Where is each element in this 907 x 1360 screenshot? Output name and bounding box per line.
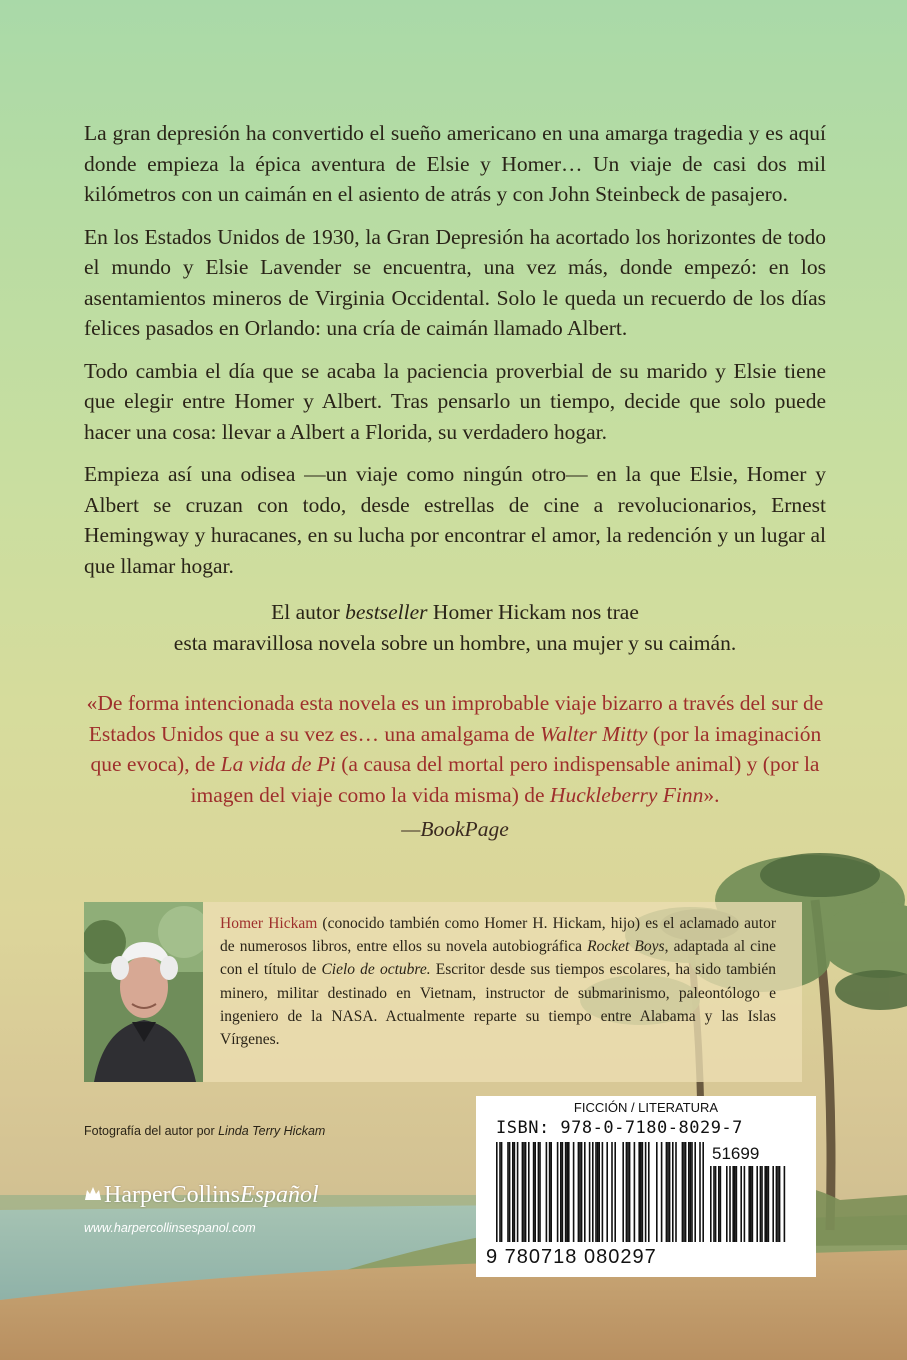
barcode-bar [598, 1142, 600, 1242]
review-quote: «De forma intencionada esta novela es un improbable viaje bizarro a través del sur de Estados Unidos que a su vez es… una amalgama de Walter Mitty (por la imaginación que evoca), de La vida de Pi (a causa del mortal pero indispensable animal) y (por la imagen del viaje como la vida misma) de Huckleberry Finn». [86, 691, 824, 807]
addon-bar [761, 1166, 763, 1242]
synopsis-paragraph-2: En los Estados Unidos de 1930, la Gran Depresión ha acortado los horizontes de todo el mundo y Elsie Lavender se encuentra, una vez más, donde empezó: en los asentamientos mineros de Virginia Occidental. Solo le queda un recuerdo de los días felices pasados en Orlando: una cría de caimán llamado Albert. [84, 224, 826, 340]
barcode-bar [597, 1142, 599, 1242]
back-cover-text [84, 118, 826, 845]
synopsis-paragraph-1: La gran depresión ha convertido el sueño americano en una amarga tragedia y es aquí donde empieza la épica aventura de Elsie y Homer… Un viaje de casi dos mil kilómetros con un caimán en el asiento de atrás y con John Steinbeck de pasajero. [84, 121, 826, 206]
barcode-bar [614, 1142, 616, 1242]
barcode-bar [611, 1142, 613, 1242]
barcode-bar [522, 1142, 524, 1242]
barcode-bar [602, 1142, 604, 1242]
barcode-bar [557, 1142, 559, 1242]
barcode-bar [672, 1142, 674, 1242]
barcode-bar [509, 1142, 511, 1242]
barcode-bar [568, 1142, 570, 1242]
addon-bar [756, 1166, 758, 1242]
barcode-bar [539, 1142, 541, 1242]
barcode-bar [699, 1142, 701, 1242]
barcode-bar [528, 1142, 530, 1242]
barcode-bar [682, 1142, 684, 1242]
photo-credit: Fotografía del autor por Linda Terry Hickam [84, 1124, 326, 1138]
isbn-barcode-block [476, 1096, 816, 1277]
addon-bar [726, 1166, 728, 1242]
barcode-bar [523, 1142, 525, 1242]
barcode-bar [514, 1142, 516, 1242]
barcode-bar [546, 1142, 548, 1242]
barcode-bar [685, 1142, 687, 1242]
synopsis-paragraph-4: Empieza así una odisea —un viaje como ningún otro— en la que Elsie, Homer y Albert se cruzan con todo, desde estrellas de cine a revolucionarios, Ernest Hemingway y huracanes, en su lucha por encontrar el amor, la redención y un lugar al que llamar hogar. [84, 462, 826, 578]
addon-bar [779, 1166, 781, 1242]
barcode-bar [595, 1142, 597, 1242]
barcode-bar [589, 1142, 591, 1242]
barcode-bar [584, 1142, 586, 1242]
author-name: Homer Hickam [220, 915, 318, 932]
addon-bar [740, 1166, 742, 1242]
barcode-bar [656, 1142, 658, 1242]
addon-bar [764, 1166, 766, 1242]
barcode-bar [606, 1142, 608, 1242]
addon-bar [784, 1166, 786, 1242]
addon-bar [776, 1166, 778, 1242]
barcode-bar [579, 1142, 581, 1242]
addon-bar [744, 1166, 746, 1242]
barcode-bar [499, 1142, 501, 1242]
ean-digits: 9 780718 080297 [486, 1246, 657, 1268]
barcode-bar [622, 1142, 624, 1242]
barcode-bar [501, 1142, 503, 1242]
barcode-bar [496, 1142, 498, 1242]
author-photo [84, 902, 203, 1082]
barcode-bar [667, 1142, 669, 1242]
barcode-bar [691, 1142, 693, 1242]
addon-bar [768, 1166, 770, 1242]
barcode-bar [645, 1142, 647, 1242]
barcode-bar [688, 1142, 690, 1242]
barcode-bar [512, 1142, 514, 1242]
barcode-bars [496, 1142, 796, 1248]
barcode-bar [642, 1142, 644, 1242]
barcode-bar [683, 1142, 685, 1242]
barcode-bar [525, 1142, 527, 1242]
barcode-bar [581, 1142, 583, 1242]
addon-bar [720, 1166, 722, 1242]
barcode-bar [560, 1142, 562, 1242]
barcode-bar [565, 1142, 567, 1242]
synopsis-paragraph-3: Todo cambia el día que se acaba la paciencia proverbial de su marido y Elsie tiene que elegir entre Homer y Albert. Tras pensarlo un tiempo, decide que solo puede hacer una cosa: llevar a Albert a Florida, su verdadero hogar. [84, 358, 826, 444]
barcode-bar [626, 1142, 628, 1242]
barcode-bar [517, 1142, 519, 1242]
addon-bar [750, 1166, 752, 1242]
barcode-bar [573, 1142, 575, 1242]
barcode-bar [661, 1142, 663, 1242]
barcode-bar [592, 1142, 594, 1242]
addon-bar [718, 1166, 720, 1242]
publisher-logo: HarperCollinsEspañol [84, 1182, 319, 1209]
author-tagline: El autor bestseller Homer Hickam nos trae esta maravillosa novela sobre un hombre, una mujer y su caimán. [173, 600, 737, 655]
publisher-url: www.harpercollinsespanol.com [84, 1221, 256, 1235]
barcode-bar [533, 1142, 535, 1242]
addon-bar [715, 1166, 717, 1242]
barcode-bar [578, 1142, 580, 1242]
author-bio: Homer Hickam (conocido también como Homer H. Hickam, hijo) es el aclamado autor de numerosos libros, entre ellos su novela autobiográfica Rocket Boys, adaptada al cine con el título de Cielo de octubre. Escritor desde sus tiempos escolares, ha sido también minero, militar destinado en Vietnam, instructor de submarinismo, paleontólogo e ingeniero de la NASA. Actualmente reparte su tiempo entre Alabama y las Islas Vírgenes. [220, 915, 777, 1049]
addon-bar [732, 1166, 734, 1242]
addon-bar [736, 1166, 738, 1242]
barcode-bar [666, 1142, 668, 1242]
barcode-bar [507, 1142, 509, 1242]
barcode-bar [640, 1142, 642, 1242]
barcode-bar [702, 1142, 704, 1242]
barcode-bar [629, 1142, 631, 1242]
isbn-number: ISBN: 978-0-7180-8029-7 [496, 1118, 743, 1138]
barcode-bar [690, 1142, 692, 1242]
barcode-bar [675, 1142, 677, 1242]
barcode-bar [648, 1142, 650, 1242]
barcode-bar [638, 1142, 640, 1242]
addon-bar [748, 1166, 750, 1242]
barcode-bar [566, 1142, 568, 1242]
barcode-bar [538, 1142, 540, 1242]
barcode-bar [627, 1142, 629, 1242]
quote-attribution: —BookPage [401, 817, 509, 841]
addon-bar [729, 1166, 731, 1242]
publisher-fire-water-icon [84, 1185, 102, 1203]
barcode-bar [549, 1142, 551, 1242]
addon-bar [772, 1166, 774, 1242]
addon-bar [752, 1166, 754, 1242]
barcode-bar [634, 1142, 636, 1242]
barcode-bar [669, 1142, 671, 1242]
addon-bar [710, 1166, 712, 1242]
barcode-bar [562, 1142, 564, 1242]
addon-bar [766, 1166, 768, 1242]
addon-bar [734, 1166, 736, 1242]
addon-bar [760, 1166, 762, 1242]
book-category: FICCIÓN / LITERATURA [573, 1100, 719, 1115]
barcode-bar [534, 1142, 536, 1242]
price-code: 51699 [712, 1144, 760, 1163]
barcode-bar [550, 1142, 552, 1242]
barcode-bar [694, 1142, 696, 1242]
addon-bar [777, 1166, 779, 1242]
addon-bar [713, 1166, 715, 1242]
